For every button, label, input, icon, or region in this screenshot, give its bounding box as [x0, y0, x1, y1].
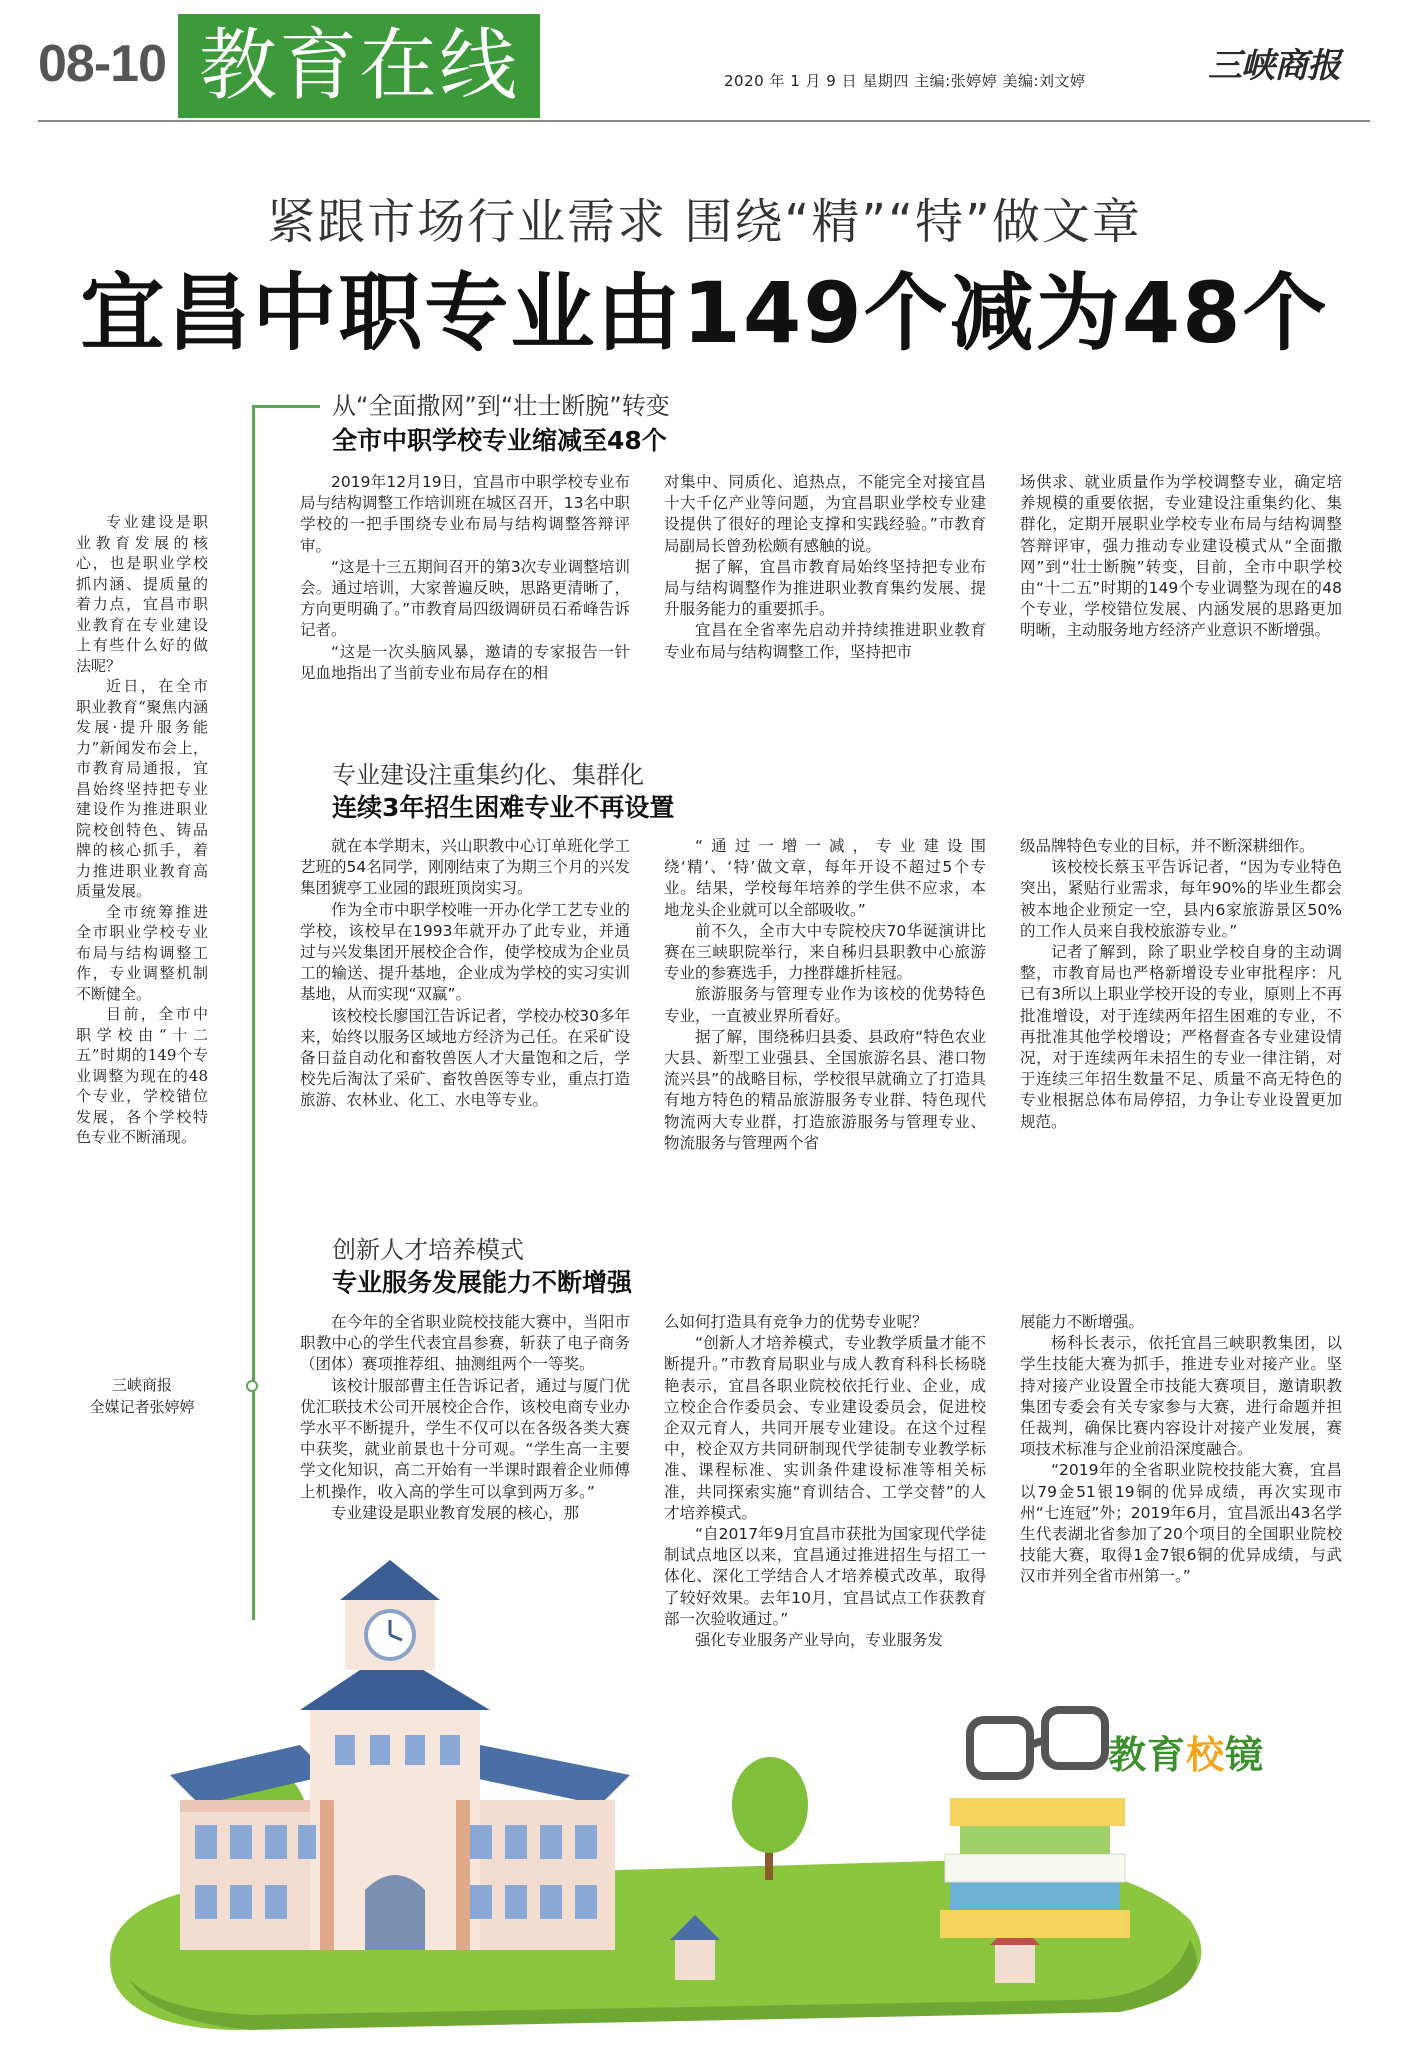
- badge-highlight: 校: [1186, 1733, 1226, 1777]
- page-number: 08-10: [38, 35, 166, 93]
- tree-icon: [732, 1757, 808, 1880]
- paragraph: 就在本学期末，兴山职教中心订单班化学工艺班的54名同学，刚刚结束了为期三个月的兴发集团猇亭工业园的跟班顶岗实习。: [300, 837, 630, 898]
- article-headline: 宜昌中职专业由149个减为48个: [80, 264, 1329, 362]
- newspaper-logo: 三峡商报: [1208, 46, 1340, 86]
- section-2-column-2: [664, 836, 986, 1208]
- section-2-column-1: [300, 836, 630, 1208]
- section-1-title: 全市中职学校专业缩减至48个: [332, 426, 667, 455]
- section-2-column-3: [1020, 836, 1342, 1208]
- paragraph: “创新人才培养模式，专业教学质量才能不断提升。”市教育局职业与成人教育科科长杨晓艳表示，宜昌各职业院校依托行业、企业，成立校企合作委员会、专业建设委员会，促进校企双元育人，共同开展专业建设。在这个过程中，校企双方共同研制现代学徒制专业教学标准、课程标准、实训条件建设标准等相关标准，共同探索实施“育训结合、工学交替”的人才培养模式。: [664, 1334, 986, 1522]
- paragraph: 2019年12月19日，宜昌市中职学校专业布局与结构调整工作培训班在城区召开，13名中职学校的一把手围绕专业布局与结构调整答辩评审。: [300, 473, 630, 555]
- date-editor-line: 2020 年 1 月 9 日 星期四 主编:张婷婷 美编:刘文婷: [724, 72, 1086, 90]
- paragraph: 场供求、就业质量作为学校调整专业，确定培养规模的重要依据，专业建设注重集约化、集群化，定期开展职业学校专业布局与结构调整答辩评审，强力推动专业建设模式从“全面撒网”到“壮士断腕”转变，目前，全市中职学校由“十二五”时期的149个专业调整为现在的48个专业，学校错位发展、内涵发展的思路更加明晰，主动服务地方经济产业意识不断增强。: [1020, 473, 1342, 640]
- green-side-line: [252, 405, 255, 1620]
- school-illustration: [70, 1560, 1330, 2040]
- paragraph: 前不久，全市大中专院校庆70华诞演讲比赛在三峡职院举行，来自秭归县职教中心旅游专业的参赛选手，力挫群雄折桂冠。: [664, 921, 986, 983]
- section-2-title: 连续3年招生困难专业不再设置: [332, 793, 675, 822]
- sidebar-intro: [76, 512, 208, 1148]
- paragraph: 该校校长廖国江告诉记者，学校办校30多年来，始终以服务区域地方经济为己任。在采矿设备日益自动化和畜牧兽医人才大量饱和之后，学校先后淘汰了采矿、畜牧兽医等专业，重点打造旅游、农林业、化工、水电等专业。: [300, 1006, 630, 1110]
- section-1-column-3: [1020, 472, 1342, 707]
- paragraph: 记者了解到，除了职业学校自身的主动调整，市教育局也严格新增设专业审批程序：凡已有3所以上职业学校开设的专业，原则上不再批准增设，对于连续两年招生困难的专业，不再批准其他学校增设；严格督查各专业建设情况，对于连续两年未招生的专业一律注销，对于连续三年招生数量不足、质量不高无特色的专业根据总体布局停招，力争让专业设置更加规范。: [1020, 943, 1342, 1131]
- section-2-subtitle: 专业建设注重集约化、集群化: [332, 761, 644, 789]
- paragraph: “这是一次头脑风暴，邀请的专家报告一针见血地指出了当前专业布局存在的相: [300, 642, 630, 682]
- column-badge: [1108, 1724, 1264, 1779]
- sidebar-paragraph: 近日，在全市职业教育“聚焦内涵发展·提升服务能力”新闻发布会上，市教育局通报，宜昌始终坚持把专业建设作为推进职业院校创特色、铸品牌的核心抓手，着力推进职业教育高质量发展。: [76, 677, 208, 900]
- paragraph: 对集中、同质化、追热点，不能完全对接宜昌十大千亿产业等问题，为宜昌职业学校专业建设提供了很好的理论支撑和实践经验。”市教育局副局长曾劲松颇有感触的说。: [664, 473, 986, 555]
- green-dot: [246, 1380, 258, 1392]
- paragraph: 强化专业服务产业导向，专业服务发: [695, 1631, 944, 1650]
- badge-text: 教育: [1108, 1733, 1187, 1777]
- green-connector: [252, 405, 320, 408]
- paragraph: 作为全市中职学校唯一开办化学工艺专业的学校，该校早在1993年就开办了此专业，并通过与兴发集团开展校企合作，使学校成为企业员工的输送、提升基地，企业成为学校的实习实训基地，从而实现“双赢”。: [300, 900, 630, 1004]
- paragraph: “这是十三五期间召开的第3次专业调整培训会。通过培训，大家普遍反映，思路更清晰了，方向更明确了。”市教育局四级调研员石希峰告诉记者。: [300, 557, 630, 640]
- byline: [76, 1374, 208, 1418]
- header-divider: [38, 120, 1370, 122]
- article-subhead: 紧跟市场行业需求 围绕“精”“特”做文章: [267, 194, 1142, 250]
- glasses-icon: [970, 1710, 1105, 1776]
- sidebar-paragraph: 专业建设是职业教育发展的核心，也是职业学校抓内涵、提质量的着力点，宜昌市职业教育在专业建设上有些什么好的做法呢？: [76, 513, 208, 675]
- paragraph: 么如何打造具有竞争力的优势专业呢？: [664, 1313, 928, 1331]
- section-1-subtitle: 从“全面撒网”到“壮士断腕”转变: [332, 392, 670, 420]
- paragraph: “2019年的全省职业院校技能大赛，宜昌以79金51银19铜的优异成绩，再次实现市州“七连冠”外；2019年6月，宜昌派出43名学生代表湖北省参加了20个项目的全国职业院校技能大赛，取得1金7银6铜的优异成绩，与武汉市并列全省市州第一。”: [1020, 1461, 1342, 1586]
- paragraph: 该校校长蔡玉平告诉记者，“因为专业特色突出，紧贴行业需求，每年90%的毕业生都会被本地企业预定一空，县内6家旅游景区50%的工作人员来自我校旅游专业。”: [1020, 858, 1342, 940]
- section-1-column-2: [664, 472, 986, 707]
- section-1-column-1: [300, 472, 630, 707]
- paragraph: 据了解，宜昌市教育局始终坚持把专业布局与结构调整作为推进职业教育集约发展、提升服务能力的重要抓手。: [664, 557, 986, 619]
- paragraph: 专业建设是职业教育发展的核心，那: [331, 1503, 580, 1522]
- byline-paper: 三峡商报: [111, 1376, 172, 1394]
- magnifier-icon: 镜: [1225, 1733, 1265, 1777]
- section-3-title: 专业服务发展能力不断增强: [332, 1268, 633, 1297]
- section-title: 教育在线: [178, 14, 540, 118]
- paragraph: 据了解，围绕秭归县委、县政府“特色农业大县、新型工业强县、全国旅游名县、港口物流兴县”的战略目标，学校很早就确立了打造具有地方特色的精品旅游服务专业群、特色现代物流两大专业群，打造旅游服务与管理专业、物流服务与管理两个省: [664, 1027, 986, 1152]
- school-building: [170, 1560, 630, 1950]
- paragraph: 宜昌在全省率先启动并持续推进职业教育专业布局与结构调整工作，坚持把市: [664, 621, 986, 661]
- section-3-subtitle: 创新人才培养模式: [332, 1236, 524, 1264]
- paragraph: 展能力不断增强。: [1020, 1313, 1145, 1331]
- paragraph: “自2017年9月宜昌市获批为国家现代学徒制试点地区以来，宜昌通过推进招生与招工一体化、深化工学结合人才培养模式改革，取得了较好效果。去年10月，宜昌试点工作获教育部一次验收通过。”: [664, 1525, 986, 1628]
- sidebar-paragraph: 目前，全市中职学校由“十二五”时期的149个专业调整为现在的48个专业，学校错位发展，各个学校特色专业不断涌现。: [76, 1005, 208, 1146]
- paragraph: 杨科长表示，依托宜昌三峡职教集团，以学生技能大赛为抓手，推进专业对接产业。坚持对接产业设置全市技能大赛项目，邀请职教集团专委会有关专家参与大赛，进行命题并担任裁判，确保比赛内容设计对接产业发展，赛项技术标准与企业前沿深度融合。: [1020, 1334, 1342, 1459]
- paragraph: 级品牌特色专业的目标，并不断深耕细作。: [1020, 837, 1315, 855]
- paragraph: “通过一增一减，专业建设围绕‘精’、‘特’做文章，每年开设不超过5个专业。结果，学校每年培养的学生供不应求，本地龙头企业就可以全部吸收。”: [664, 837, 986, 919]
- paragraph: 该校计服部曹主任告诉记者，通过与厦门优优汇联技术公司开展校企合作，该校电商专业办学水平不断提升，学生不仅可以在各级各类大赛中获奖，就业前景也十分可观。“学生高一主要学文化知识，高二开始有一半课时跟着企业师傅上机操作，收入高的学生可以拿到两万多。”: [300, 1376, 630, 1501]
- paragraph: 旅游服务与管理专业作为该校的优势特色专业，一直被业界所看好。: [664, 985, 986, 1025]
- paragraph: 在今年的全省职业院校技能大赛中，当阳市职教中心的学生代表宜昌参赛，斩获了电子商务（团体）赛项推荐组、抽测组两个一等奖。: [300, 1313, 630, 1374]
- section-3-column-1: [300, 1312, 630, 1577]
- byline-reporter: 全媒记者张婷婷: [89, 1398, 195, 1416]
- books-stack-icon: [940, 1798, 1130, 1938]
- sidebar-paragraph: 全市统筹推进全市职业学校专业布局与结构调整工作，专业调整机制不断健全。: [76, 902, 208, 1003]
